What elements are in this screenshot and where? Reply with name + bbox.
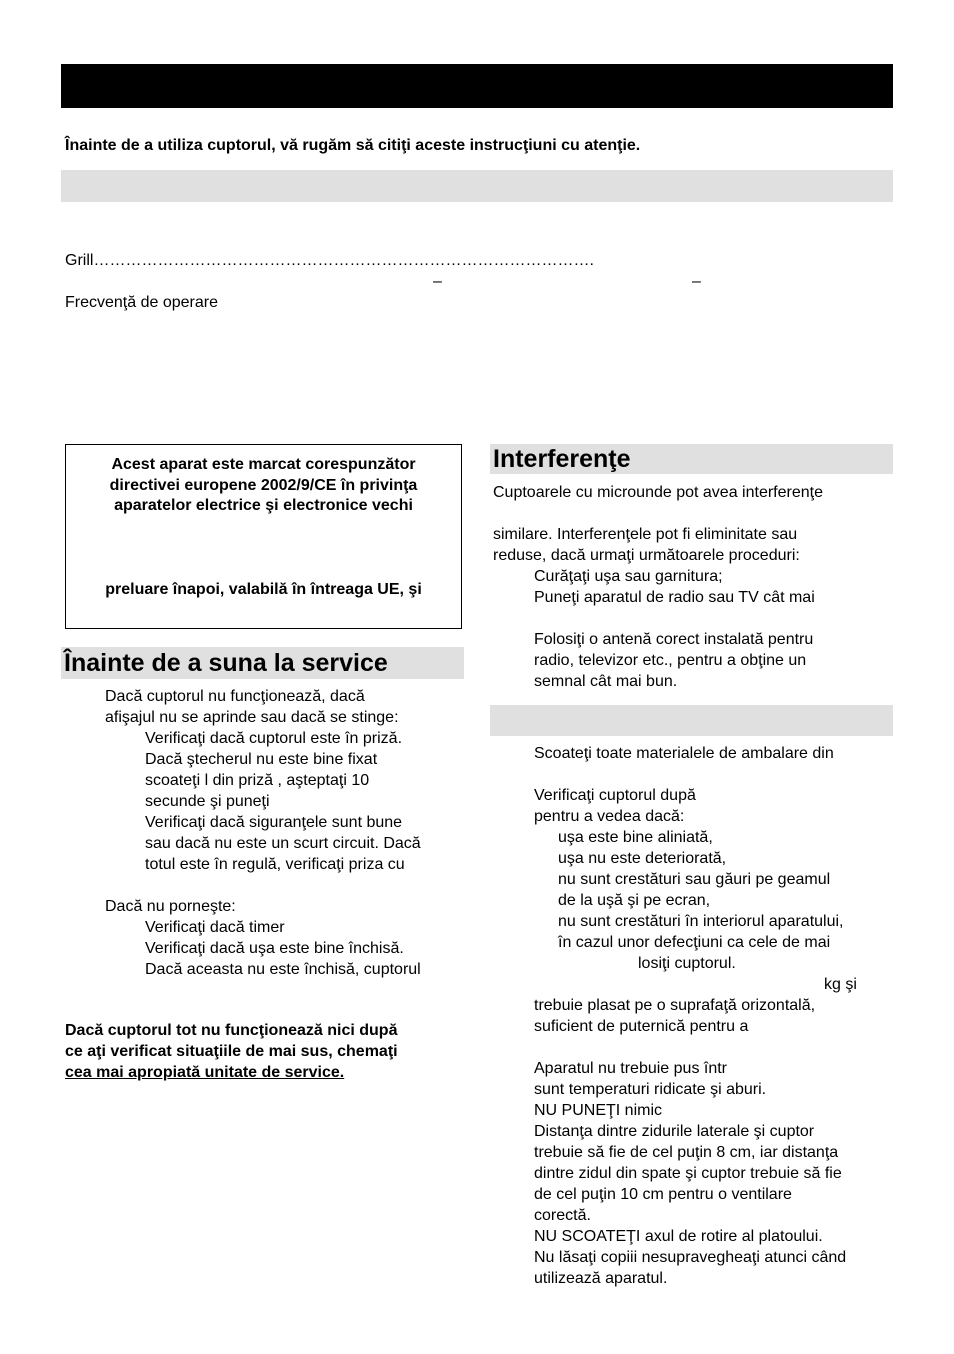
spec-frequency: Frecvenţă de operare: [65, 294, 218, 311]
title-bar: [61, 64, 893, 108]
install-line: trebuie să fie de cel puţin 8 cm, iar distanţa: [534, 1144, 839, 1161]
service-line: scoateţi l din priză , aşteptaţi 10: [145, 772, 370, 789]
service-line: Dacă nu porneşte:: [105, 898, 236, 915]
interference-heading: Interferenţe: [493, 445, 631, 473]
service-final-line: cea mai apropiată unitate de service.: [65, 1064, 345, 1081]
weee-notice-box: [65, 444, 462, 629]
service-line: Dacă cuptorul nu funcţionează, dacă: [105, 688, 365, 705]
install-line: Nu lăsaţi copiii nesupravegheaţi atunci când: [534, 1249, 847, 1266]
install-line: kg şi: [824, 976, 857, 993]
spec-dash-2: –: [692, 273, 701, 290]
install-header-bar: [490, 705, 893, 736]
install-line: sunt temperaturi ridicate şi aburi.: [534, 1081, 767, 1098]
spec-grill: Grill………………………………………………………………………………….: [65, 252, 594, 269]
install-line: uşa nu este deteriorată,: [558, 850, 727, 867]
weee-line: aparatelor electrice şi electronice vechi: [114, 497, 413, 514]
weee-line: directivei europene 2002/9/CE în privinţa: [109, 477, 418, 494]
install-line: dintre zidul din spate şi cuptor trebuie să fie: [534, 1165, 842, 1182]
install-line: nu sunt crestături sau găuri pe geamul: [558, 871, 831, 888]
specs-header-bar: [61, 170, 893, 202]
service-line: Dacă aceasta nu este închisă, cuptorul: [145, 961, 421, 978]
weee-line: preluare înapoi, valabilă în întreaga UE, şi: [105, 581, 422, 598]
service-line: secunde şi puneţi: [145, 793, 270, 810]
install-line: Distanţa dintre zidurile laterale şi cuptor: [534, 1123, 815, 1140]
service-line: totul este în regulă, verificaţi priza cu: [145, 856, 405, 873]
service-final-line: ce aţi verificat situaţiile de mai sus, chemaţi: [65, 1043, 398, 1060]
service-line: afişajul nu se aprinde sau dacă se stinge:: [105, 709, 399, 726]
service-final-line: Dacă cuptorul tot nu funcţionează nici după: [65, 1022, 398, 1039]
service-line: Verificaţi dacă timer: [145, 919, 285, 936]
interference-line: Curăţaţi uşa sau garnitura;: [534, 568, 723, 585]
service-line: Verificaţi dacă uşa este bine închisă.: [145, 940, 404, 957]
service-line: Verificaţi dacă siguranţele sunt bune: [145, 814, 403, 831]
install-line: Scoateţi toate materialele de ambalare din: [534, 745, 834, 762]
install-line: uşa este bine aliniată,: [558, 829, 713, 846]
interference-line: Folosiţi o antenă corect instalată pentru: [534, 631, 814, 648]
install-line: utilizează aparatul.: [534, 1270, 668, 1287]
spec-dash-1: –: [433, 273, 442, 290]
interference-line: radio, televizor etc., pentru a obţine un: [534, 652, 807, 669]
install-line: nu sunt crestături în interiorul aparatului,: [558, 913, 844, 930]
install-line: corectă.: [534, 1207, 591, 1224]
service-line: Dacă ştecherul nu este bine fixat: [145, 751, 378, 768]
service-line: Verificaţi dacă cuptorul este în priză.: [145, 730, 403, 747]
weee-line: Acest aparat este marcat corespunzător: [111, 456, 416, 473]
interference-line: similare. Interferenţele pot fi eliminitate sau: [493, 526, 798, 543]
install-line: suficient de puternică pentru a: [534, 1018, 749, 1035]
install-line: pentru a vedea dacă:: [534, 808, 685, 825]
install-line: NU SCOATEŢI axul de rotire al platoului.: [534, 1228, 823, 1245]
install-line: de cel puţin 10 cm pentru o ventilare: [534, 1186, 792, 1203]
install-line: Verificaţi cuptorul după: [534, 787, 696, 804]
install-line: trebuie plasat pe o suprafaţă orizontală,: [534, 997, 816, 1014]
install-line: Aparatul nu trebuie pus într: [534, 1060, 728, 1077]
interference-line: reduse, dacă urmaţi următoarele proceduri:: [493, 547, 800, 564]
install-line: NU PUNEŢI nimic: [534, 1102, 663, 1119]
install-line: de la uşă şi pe ecran,: [558, 892, 711, 909]
install-line: în cazul unor defecţiuni ca cele de mai: [558, 934, 831, 951]
service-heading: Înainte de a suna la service: [64, 649, 388, 677]
install-line: losiţi cuptorul.: [638, 955, 736, 972]
service-line: sau dacă nu este un scurt circuit. Dacă: [145, 835, 421, 852]
interference-line: Cuptoarele cu microunde pot avea interferenţe: [493, 484, 823, 501]
interference-line: Puneţi aparatul de radio sau TV cât mai: [534, 589, 815, 606]
intro-text: Înainte de a utiliza cuptorul, vă rugăm să citiţi aceste instrucţiuni cu atenţie.: [65, 137, 641, 154]
interference-line: semnal cât mai bun.: [534, 673, 678, 690]
